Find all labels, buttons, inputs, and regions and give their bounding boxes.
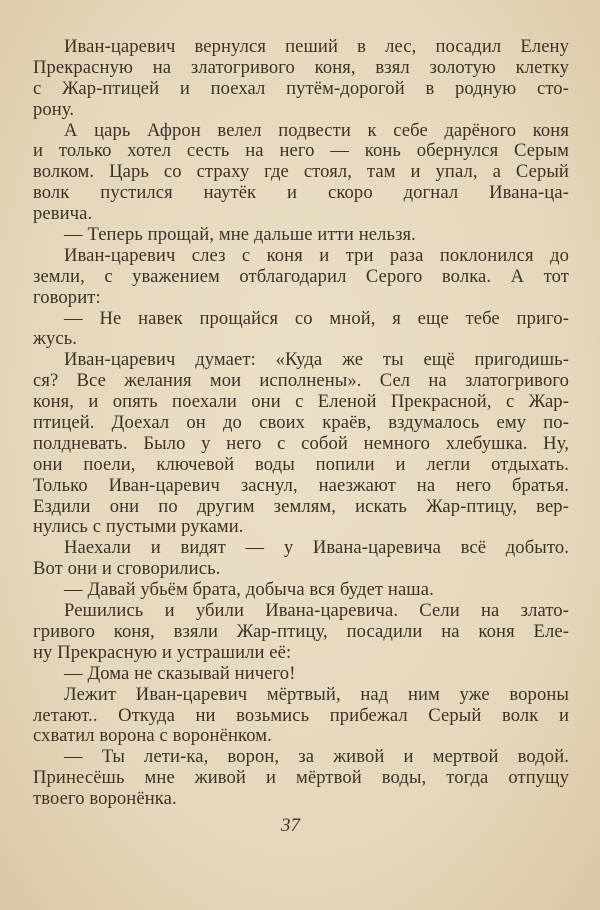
text-line: летают.. Откуда ни возьмись прибежал Серый волк и — [33, 704, 569, 726]
text-line: волк пустился наутёк и скоро догнал Ивана-ца- — [33, 182, 569, 204]
text-line: Ездили они по другим землям, искать Жар-птицу, вер- — [33, 495, 569, 517]
text-line: А царь Афрон велел подвести к себе дарёного коня — [64, 119, 569, 141]
text-line: — Давай убьём брата, добыча вся будет наша. — [64, 579, 434, 601]
text-line: Иван-царевич вернулся пеший в лес, посадил Елену — [64, 36, 569, 57]
text-line: полдневать. Было у него с собой немного хлебушка. Ну, — [33, 432, 569, 454]
text-line: ну Прекрасную и устрашили её: — [33, 641, 292, 663]
text-line: коня, и опять поехали они с Еленой Прекрасной, с Жар- — [33, 391, 569, 413]
page-body-text — [33, 37, 569, 810]
text-line: гривого коня, взяли Жар-птицу, посадили на коня Еле- — [33, 620, 569, 642]
text-line: с Жар-птицей и поехал путём-дорогой в родную сто- — [33, 77, 569, 99]
paragraph — [33, 37, 569, 121]
text-line: Вот они и сговорились. — [33, 558, 221, 580]
paragraph — [33, 685, 569, 748]
text-line: Лежит Иван-царевич мёртвый, над ним уже вороны — [64, 683, 569, 705]
text-line: — Теперь прощай, мне дальше итти нельзя. — [64, 224, 416, 246]
paragraph — [33, 350, 569, 538]
paragraph — [33, 747, 569, 810]
text-line: схватил ворона с воронёнком. — [33, 725, 272, 747]
text-line: — Не навек прощайся со мной, я еще тебе приго- — [64, 307, 569, 329]
text-line: земли, с уважением отблагодарил Серого волка. А тот — [33, 265, 569, 287]
text-line: рону. — [33, 98, 75, 120]
paragraph — [33, 225, 569, 246]
text-line: твоего воронёнка. — [33, 788, 177, 810]
paragraph — [33, 601, 569, 664]
text-line: ся? Все желания мои исполнены». Сел на златогривого — [33, 370, 569, 392]
text-line: — Ты лети-ка, ворон, за живой и мертвой водой. — [64, 746, 569, 768]
text-line: жусь. — [33, 328, 78, 350]
paragraph — [33, 121, 569, 225]
text-line: Принесёшь мне живой и мёртвой воды, тогда отпущу — [33, 767, 569, 789]
paragraph — [33, 580, 569, 601]
text-line: Иван-царевич думает: «Куда же ты ещё пригодишь- — [64, 349, 569, 371]
text-line: Только Иван-царевич заснул, наезжают на него братья. — [33, 474, 569, 496]
paragraph — [33, 664, 569, 685]
text-line: ревича. — [33, 203, 93, 225]
paragraph — [33, 538, 569, 580]
paragraph — [33, 309, 569, 351]
text-line: волком. Царь со страху где стоял, там и упал, а Серый — [33, 161, 569, 183]
text-line: нулись с пустыми руками. — [33, 516, 244, 538]
text-line: Наехали и видят — у Ивана-царевича всё добыто. — [64, 537, 569, 559]
text-line: говорит: — [33, 286, 101, 308]
paragraph — [33, 246, 569, 309]
text-line: птицей. Доехал он до своих краёв, вздумалось ему по- — [33, 412, 569, 434]
text-line: Иван-царевич слез с коня и три раза поклонился до — [64, 244, 569, 266]
page-number: 37 — [281, 815, 300, 836]
text-line: Решились и убили Ивана-царевича. Сели на злато- — [64, 600, 569, 622]
text-line: — Дома не сказывай ничего! — [64, 662, 296, 684]
text-line: и только хотел сесть на него — конь обернулся Серым — [33, 140, 569, 162]
text-line: они поели, ключевой воды попили и легли отдыхать. — [33, 453, 569, 475]
text-line: Прекрасную на златогривого коня, взял золотую клетку — [33, 56, 569, 78]
